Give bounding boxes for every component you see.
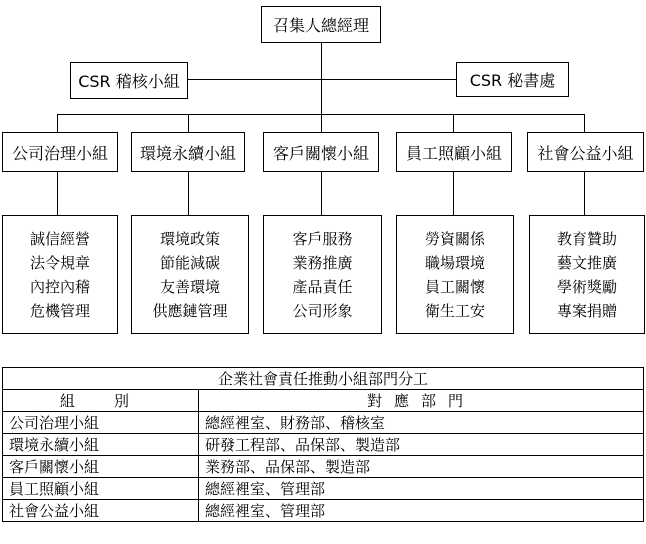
group-label: 客戶關懷小組 [272,143,369,163]
group-node-governance [2,132,118,172]
duty-item: 業務推廣 [292,253,353,272]
table-row [3,478,644,500]
audit-group-node [70,62,188,99]
table-row [3,434,644,456]
header-department: 對應部門 [199,390,644,412]
group-label: 環境永續小組 [139,143,236,163]
duty-item: 勞資關係 [424,229,485,248]
duties-community [529,215,645,334]
cell-group: 員工照顧小組 [3,478,199,500]
group-drop-line-5 [584,114,585,132]
duty-item: 友善環境 [159,277,220,296]
cell-department: 業務部、品保部、製造部 [199,456,644,478]
staff-horizontal-line [187,79,457,80]
duty-item: 危機管理 [29,301,90,320]
duty-item: 客戶服務 [292,229,353,248]
secretariat-node [456,62,569,97]
group-label: 公司治理小組 [11,143,108,163]
duty-item: 員工關懷 [424,277,485,296]
groups-horizontal-line [57,114,584,115]
group-label: 員工照顧小組 [405,143,502,163]
secretariat-label: CSR 秘書處 [469,71,556,90]
duty-item: 藝文推廣 [556,253,617,272]
duty-item: 內控內稽 [29,277,90,296]
group-drop-line-2 [188,114,189,132]
cell-group: 環境永續小組 [3,434,199,456]
group-node-community [527,132,644,172]
duty-item: 供應鏈管理 [152,301,228,320]
cell-group: 社會公益小組 [3,500,199,522]
cell-department: 總經裡室、管理部 [199,478,644,500]
table-row [3,412,644,434]
duty-line-5 [584,172,585,216]
group-label: 社會公益小組 [537,143,634,163]
table-row [3,500,644,522]
duty-line-1 [57,172,58,216]
duty-item: 教育贊助 [556,229,617,248]
duty-item: 誠信經營 [29,229,90,248]
cell-group: 公司治理小組 [3,412,199,434]
group-drop-line-4 [453,114,454,132]
duties-governance [2,215,118,334]
duty-item: 學術獎勵 [556,277,617,296]
cell-department: 總經裡室、財務部、稽核室 [199,412,644,434]
header-group: 組 別 [3,390,199,412]
duty-item: 職場環境 [424,253,485,272]
duty-item: 產品責任 [292,277,353,296]
duty-item: 法令規章 [29,253,90,272]
duties-employee [396,215,514,334]
duty-item: 節能減碳 [159,253,220,272]
group-drop-line-1 [57,114,58,132]
root-node [261,6,381,43]
table-row [3,456,644,478]
duties-environment [131,215,249,334]
cell-department: 總經裡室、管理部 [199,500,644,522]
cell-department: 研發工程部、品保部、製造部 [199,434,644,456]
duty-line-3 [321,172,322,216]
duty-line-4 [453,172,454,216]
duty-item: 專案捐贈 [556,301,617,320]
department-table [2,367,644,522]
root-label: 召集人總經理 [272,16,369,35]
table-title-row [3,368,644,390]
root-vertical-line [321,42,322,132]
group-node-employee [396,132,512,172]
duty-item: 衛生工安 [424,301,485,320]
duties-customer [263,215,382,334]
group-node-customer [263,132,379,172]
duty-item: 環境政策 [159,229,220,248]
duty-line-2 [188,172,189,216]
duty-item: 公司形象 [292,301,353,320]
audit-group-label: CSR 稽核小組 [78,72,180,91]
table-title: 企業社會責任推動小組部門分工 [3,368,644,390]
table-header-row [3,390,644,412]
group-node-environment [131,132,245,172]
cell-group: 客戶關懷小組 [3,456,199,478]
